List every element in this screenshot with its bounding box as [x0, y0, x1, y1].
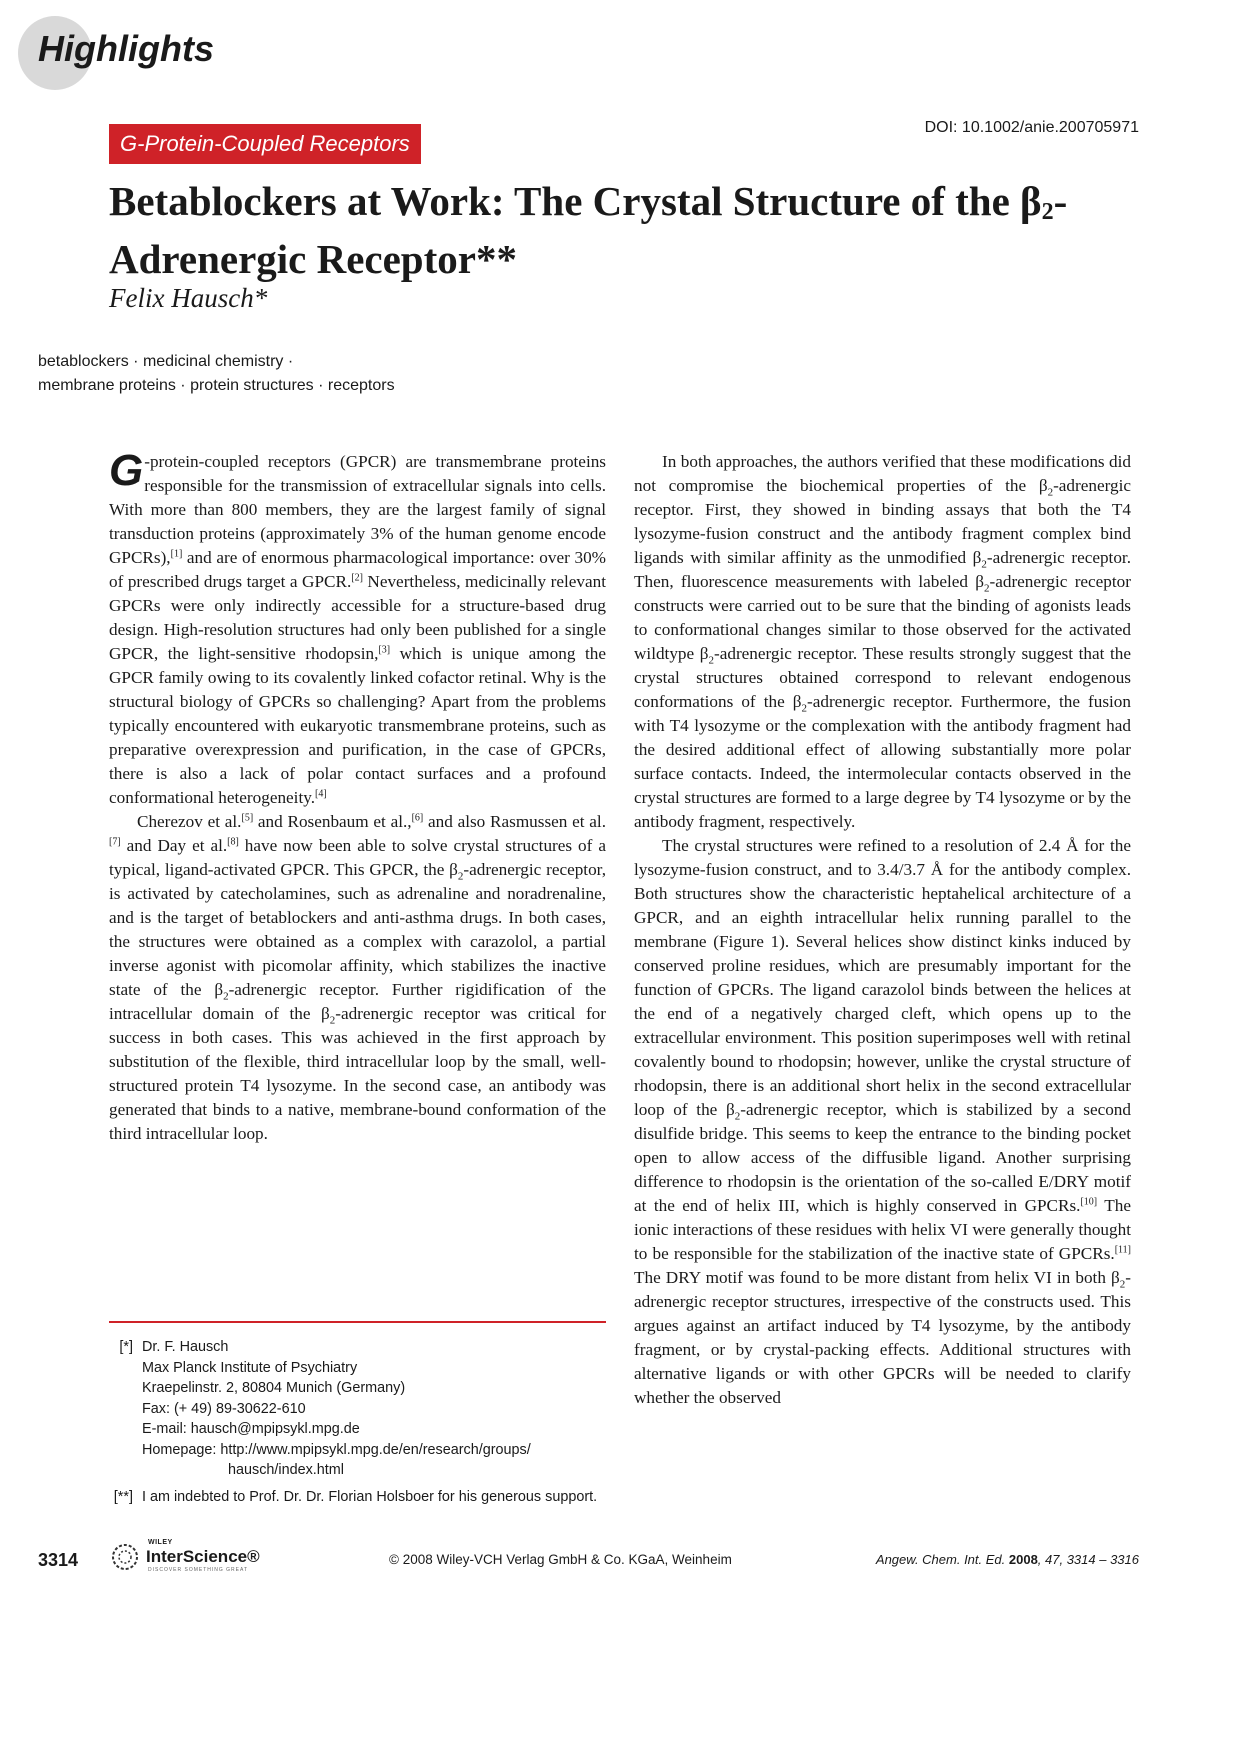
- paragraph: In both approaches, the authors verified that these modifications did not compromise the biochemical properties of the $\beta_2$-adrenergic receptor. First, they showed in binding assays that both the T4 lysozyme-fusion construct and the antibody fragment complex bind ligands with similar affinity as the unmodified $\beta_2$-adrenergic receptor. Then, fluorescence measurements with labeled $\beta_2$-adrenergic receptor constructs were carried out to be sure that the binding of agonists leads to conformational changes similar to those observed for the activated wildtype $\beta_2$-adrenergic receptor. These results strongly suggest that the crystal structures obtained correspond to relevant endogenous conformations of the $\beta_2$-adrenergic receptor. Furthermore, the fusion with T4 lysozyme or the complexation with the antibody fragment had the desired additional effect of allowing substantially more polar surface contacts. Indeed, the intermolecular contacts observed in the crystal structures are formed to a large degree by T4 lysozyme or by the antibody fragment, respectively.: [634, 452, 1131, 831]
- article-title: Betablockers at Work: The Crystal Structure of the $\beta_2$-Adrenergic Receptor**: [109, 178, 1068, 282]
- copyright: © 2008 Wiley-VCH Verlag GmbH & Co. KGaA, Weinheim: [389, 1552, 732, 1567]
- keywords: [38, 350, 395, 398]
- doi: DOI: 10.1002/anie.200705971: [924, 119, 1139, 136]
- paragraph: G -protein-coupled receptors (GPCR) are transmembrane proteins responsible for the transmission of extracellular signals into cells. With more than 800 members, they are the largest family of signal transduction proteins (approximately 3% of the human genome encode GPCRs),[1] and are of enormous pharmacological importance: over 30% of prescribed drugs target a GPCR.[2] Nevertheless, medicinally relevant GPCRs were only indirectly accessible for a structure-based drug design. High-resolution structures had only been published for a single GPCR, the light-sensitive rhodopsin,[3] which is unique among the GPCR family owing to its covalently linked cofactor retinal. Why is the structural biology of GPCRs so challenging? Apart from the problems typically encountered with eukaryotic transmembrane proteins, such as preparative overexpression and purification, in the case of GPCRs, there is also a lack of polar contact surfaces and a profound conformational heterogeneity.[4]: [109, 446, 607, 807]
- body-column-right: [634, 450, 1131, 1410]
- footnote-mark: [**]: [113, 1488, 133, 1505]
- keywords-line: betablockers · medicinal chemistry ·: [38, 353, 294, 370]
- acknowledgment: I am indebted to Prof. Dr. Dr. Florian Holsboer for his generous support.: [142, 1488, 598, 1505]
- topic-tag: G-Protein-Coupled Receptors: [109, 124, 421, 164]
- address: Kraepelinstr. 2, 80804 Munich (Germany): [142, 1380, 406, 1396]
- email: E-mail: hausch@mpipsykl.mpg.de: [142, 1421, 360, 1437]
- interscience-logo: [108, 1539, 268, 1573]
- footnote-affiliation: [109, 1337, 606, 1481]
- drop-cap: G: [109, 446, 144, 495]
- logo-wiley: WILEY: [148, 1539, 173, 1546]
- page-number: 3314: [38, 1550, 79, 1570]
- citation: Angew. Chem. Int. Ed. 2008, 47, 3314 – 3316: [875, 1552, 1139, 1567]
- homepage: Homepage: http://www.mpipsykl.mpg.de/en/research/groups/: [142, 1441, 531, 1458]
- footnote-divider: [109, 1321, 606, 1323]
- body-column-left: [109, 446, 607, 1146]
- logo-name: InterScience®: [146, 1547, 260, 1566]
- author: Felix Hausch*: [109, 283, 268, 313]
- footnote-acknowledgment: [109, 1487, 606, 1508]
- logo-swirl-icon: [108, 1542, 142, 1572]
- keywords-line: membrane proteins · protein structures · receptors: [38, 377, 395, 394]
- logo-tagline: DISCOVER SOMETHING GREAT: [148, 1567, 249, 1573]
- homepage-continued: hausch/index.html: [228, 1462, 344, 1478]
- paragraph: The crystal structures were refined to a resolution of 2.4 Å for the lysozyme-fusion construct, and to 3.4/3.7 Å for the antibody complex. Both structures show the characteristic heptahelical architecture of a GPCR, and an eighth intracellular helix running parallel to the membrane (Figure 1). Several helices show distinct kinks induced by conserved proline residues, which are presumably important for the function of GPCRs. The ligand carazolol binds between the helices at the end of a negatively charged cleft, which opens up to the extracellular environment. This position superimposes well with retinal covalently bound to rhodopsin; however, unlike the crystal structure of rhodopsin, there is an additional short helix in the second extracellular loop of the $\beta_2$-adrenergic receptor, which is stabilized by a second disulfide bridge. This seems to keep the entrance to the binding pocket open to allow access of the diffusible ligand. Another surprising difference to rhodopsin is the orientation of the so-called E/DRY motif at the end of helix III, which is highly conserved in GPCRs.[10] The ionic interactions of these residues with helix VI were generally thought to be responsible for the stabilization of the inactive state of GPCRs.[11] The DRY motif was found to be more distant from helix VI in both $\beta_2$-adrenergic receptor structures, irrespective of the constructs used. This argues against an artifact induced by T4 lysozyme, by the antibody fragment, or by crystal-packing effects. Additional structures with alternative ligands or with other GPCRs will be needed to clarify whether the observed: [634, 836, 1131, 1407]
- footnotes: [109, 1337, 606, 1507]
- fax: Fax: (+ 49) 89-30622-610: [142, 1400, 306, 1417]
- paragraph: Cherezov et al.[5] and Rosenbaum et al.,[6] and also Rasmussen et al.[7] and Day et al.[8] have now been able to solve crystal structures of a typical, ligand-activated GPCR. This GPCR, the $\beta_2$-adrenergic receptor, is activated by catecholamines, such as adrenaline and noradrenaline, and is the target of betablockers and anti-asthma drugs. In both cases, the structures were obtained as a complex with carazolol, a partial inverse agonist with picomolar affinity, which stabilizes the inactive state of the $\beta_2$-adrenergic receptor. Further rigidification of the intracellular domain of the $\beta_2$-adrenergic receptor was critical for success in both cases. This was achieved in the first approach by substitution of the flexible, third intracellular loop by the small, well-structured protein T4 lysozyme. In the second case, an antibody was generated that binds to a native, membrane-bound conformation of the third intracellular loop.: [109, 812, 607, 1143]
- author-name: Dr. F. Hausch: [142, 1339, 229, 1355]
- section-label: Highlights: [38, 28, 214, 69]
- institute: Max Planck Institute of Psychiatry: [142, 1359, 358, 1376]
- footnote-mark: [*]: [119, 1339, 133, 1355]
